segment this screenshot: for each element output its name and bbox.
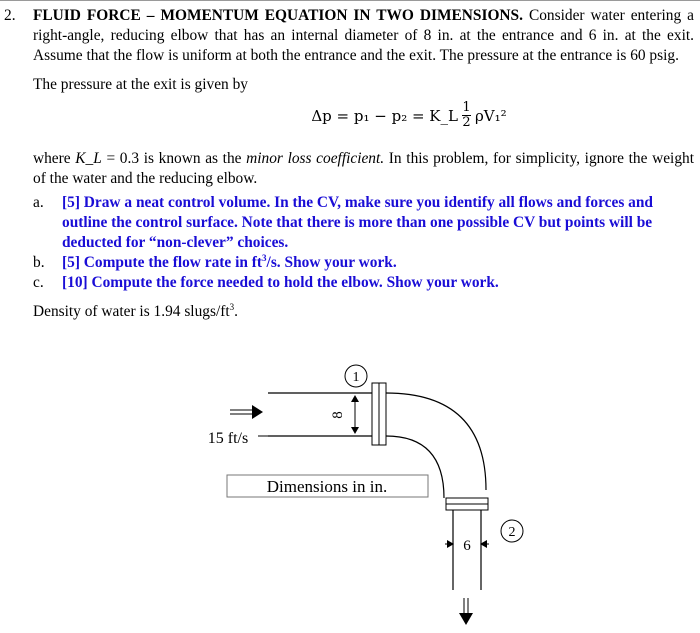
where-paragraph: where K_L = 0.3 is known as the minor loss coefficient. In this problem, for simplicity, ignore the weight of the water and the reducing elbow. (33, 150, 695, 187)
inlet-diameter-label: 8 (330, 411, 346, 419)
station-1-label: 1 (352, 370, 360, 385)
problem-heading: FLUID FORCE – MOMENTUM EQUATION IN TWO DIMENSIONS. (33, 7, 523, 24)
inflow-arrow-head (252, 405, 263, 419)
exit-pressure-text: The pressure at the exit is given by (33, 76, 248, 93)
problem-number: 2. (4, 7, 16, 24)
task-a: a. [5] Draw a neat control volume. In the CV, make sure you identify all flows and forces and outline the control surface. Note that there is more than one possible CV but points will be deducted for “non-clever” choices. (33, 194, 653, 251)
dimensions-note: Dimensions in in. (266, 477, 388, 496)
task-b: b. [5] Compute the flow rate in $ft^3/s$. Show your work. (33, 252, 397, 271)
outflow-arrow-head (459, 613, 473, 625)
station-2-label: 2 (508, 525, 516, 540)
exit-diameter-label: 6 (463, 538, 471, 554)
task-c: c. [10] Compute the force needed to hold the elbow. Show your work. (33, 274, 499, 291)
equation-fraction: $\frac{1}{2}$ (462, 100, 471, 130)
flange-2a (446, 498, 488, 504)
equation-lhs: Δp = p₁ − p₂ = K_L (311, 106, 458, 125)
flange-2b (446, 504, 488, 510)
flange-1a (372, 383, 379, 445)
equation-rhs: ρV₁² (474, 106, 507, 125)
density-statement: Density of water is 1.94 slugs/$ft^3$. (33, 301, 238, 320)
intro-text: Consider water entering a right-angle, reducing elbow that has an internal diameter of 8 in. at the entrance and 6 in. at the exit. Assume that the flow is uniform at both the entrance and the exit. The pressure at the entrance is 60 psig. (33, 7, 694, 64)
inlet-velocity-label: 15 ft/s (207, 430, 249, 447)
flange-1b (379, 383, 386, 445)
